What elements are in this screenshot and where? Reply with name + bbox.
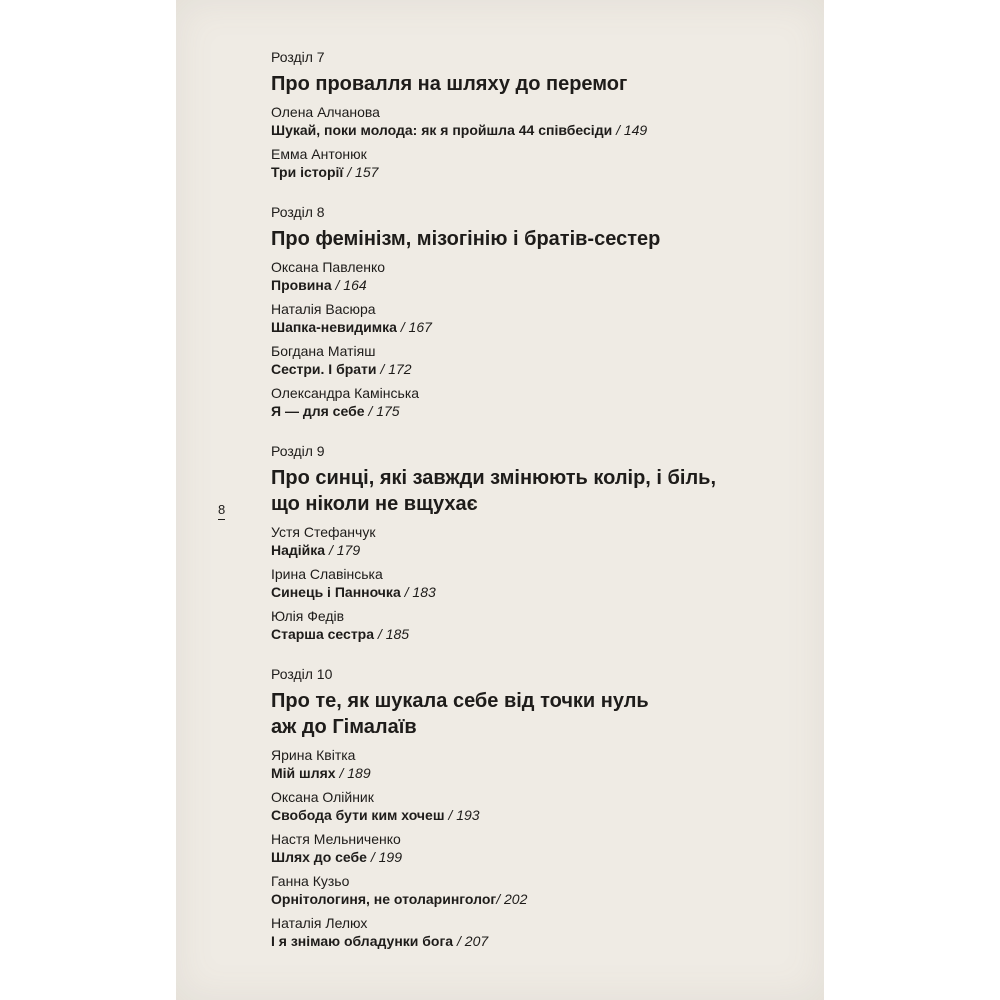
entry-work-line bbox=[271, 402, 791, 420]
entry-author: Наталія Васюра bbox=[271, 301, 376, 317]
entry-author: Устя Стефанчук bbox=[271, 524, 376, 540]
entry-title: Старша сестра bbox=[271, 626, 375, 642]
entry-title: Синець і Панночка bbox=[271, 584, 401, 600]
entry-title: І я знімаю обладунки бога bbox=[271, 933, 454, 949]
entry-author: Ірина Славінська bbox=[271, 566, 383, 582]
toc-entry bbox=[271, 830, 791, 866]
section-title-line: Про провалля на шляху до перемог bbox=[271, 73, 628, 95]
entry-author: Олександра Камінська bbox=[271, 385, 420, 401]
section-title bbox=[271, 226, 791, 252]
entry-page-number: 164 bbox=[343, 277, 367, 293]
entry-author: Богдана Матіяш bbox=[271, 343, 376, 359]
entry-page-number: 183 bbox=[412, 584, 436, 600]
entry-work-line bbox=[271, 360, 791, 378]
entry-separator: / bbox=[376, 361, 389, 377]
entry-page-number: 202 bbox=[504, 891, 528, 907]
entry-work-line bbox=[271, 121, 791, 139]
table-of-contents bbox=[271, 48, 791, 972]
toc-entry bbox=[271, 788, 791, 824]
toc-section bbox=[271, 665, 791, 950]
entry-page-number: 167 bbox=[408, 319, 432, 335]
section-title-line: аж до Гімалаїв bbox=[271, 716, 417, 738]
entry-author: Настя Мельниченко bbox=[271, 831, 401, 847]
entry-title: Орнітологиня, не отоларинголог bbox=[271, 891, 497, 907]
section-title-line: Про те, як шукала себе від точки нуль bbox=[271, 690, 649, 712]
entry-separator: / bbox=[374, 626, 386, 642]
entry-author: Олена Алчанова bbox=[271, 104, 380, 120]
entry-work-line bbox=[271, 583, 791, 601]
entry-title: Свобода бути ким хочеш bbox=[271, 807, 445, 823]
section-title-line: Про синці, які завжди змінюють колір, і біль, bbox=[271, 467, 716, 489]
entry-work-line bbox=[271, 318, 791, 336]
entry-work-line bbox=[271, 932, 791, 950]
entry-separator: / bbox=[331, 277, 344, 293]
section-label: Розділ 8 bbox=[271, 204, 325, 220]
toc-section bbox=[271, 203, 791, 420]
section-title bbox=[271, 688, 791, 740]
entry-page-number: 157 bbox=[355, 164, 379, 180]
entry-separator: / bbox=[364, 403, 377, 419]
entry-page-number: 149 bbox=[623, 122, 648, 138]
entry-page-number: 193 bbox=[456, 807, 480, 823]
toc-section bbox=[271, 442, 791, 643]
toc-entry bbox=[271, 103, 791, 139]
entry-page-number: 199 bbox=[378, 849, 402, 865]
entry-separator: / bbox=[453, 933, 465, 949]
section-title bbox=[271, 71, 791, 97]
entry-title: Я — для себе bbox=[271, 403, 365, 419]
toc-entry bbox=[271, 258, 791, 294]
entry-title: Шлях до себе bbox=[271, 849, 367, 865]
entry-work-line bbox=[271, 764, 791, 782]
entry-work-line bbox=[271, 890, 791, 908]
entry-separator: / bbox=[400, 584, 413, 600]
entry-author: Ганна Кузьо bbox=[271, 873, 350, 889]
toc-entry bbox=[271, 914, 791, 950]
entry-author: Юлія Федів bbox=[271, 608, 345, 624]
entry-title: Шукай, поки молода: як я пройшла 44 співбесіди bbox=[271, 122, 613, 138]
section-title bbox=[271, 465, 791, 517]
entry-author: Наталія Лелюх bbox=[271, 915, 368, 931]
toc-entry bbox=[271, 523, 791, 559]
entry-page-number: 185 bbox=[385, 626, 410, 642]
entry-author: Ярина Квітка bbox=[271, 747, 356, 763]
entry-title: Провина bbox=[271, 277, 332, 293]
entry-separator: / bbox=[444, 807, 457, 823]
section-title-line: що ніколи не вщухає bbox=[271, 493, 478, 515]
entry-work-line bbox=[271, 625, 791, 643]
entry-title: Три історії bbox=[271, 164, 344, 180]
toc-entry bbox=[271, 746, 791, 782]
entry-separator: / bbox=[335, 765, 348, 781]
entry-author: Оксана Олійник bbox=[271, 789, 374, 805]
toc-section bbox=[271, 48, 791, 181]
entry-work-line bbox=[271, 848, 791, 866]
page-number: 8 bbox=[218, 502, 225, 520]
entry-work-line bbox=[271, 276, 791, 294]
toc-entry bbox=[271, 607, 791, 643]
toc-entry bbox=[271, 384, 791, 420]
entry-separator: / bbox=[325, 542, 337, 558]
entry-work-line bbox=[271, 541, 791, 559]
entry-separator: / bbox=[343, 164, 356, 180]
entry-title: Надійка bbox=[271, 542, 326, 558]
entry-separator: / bbox=[496, 891, 504, 907]
toc-entry bbox=[271, 565, 791, 601]
entry-separator: / bbox=[366, 849, 379, 865]
entry-page-number: 179 bbox=[336, 542, 361, 558]
entry-work-line bbox=[271, 806, 791, 824]
section-title-line: Про фемінізм, мізогінію і братів-сестер bbox=[271, 228, 661, 250]
entry-title: Шапка-невидимка bbox=[271, 319, 397, 335]
entry-separator: / bbox=[396, 319, 409, 335]
entry-author: Оксана Павленко bbox=[271, 259, 386, 275]
toc-entry bbox=[271, 342, 791, 378]
entry-title: Мій шлях bbox=[271, 765, 336, 781]
entry-page-number: 172 bbox=[388, 361, 412, 377]
toc-entry bbox=[271, 300, 791, 336]
entry-page-number: 189 bbox=[347, 765, 371, 781]
section-label: Розділ 10 bbox=[271, 666, 333, 682]
section-label: Розділ 7 bbox=[271, 49, 325, 65]
book-page bbox=[176, 0, 824, 1000]
entry-separator: / bbox=[612, 122, 624, 138]
entry-author: Емма Антонюк bbox=[271, 146, 367, 162]
entry-work-line bbox=[271, 163, 791, 181]
toc-entry bbox=[271, 872, 791, 908]
entry-page-number: 207 bbox=[464, 933, 489, 949]
section-label: Розділ 9 bbox=[271, 443, 325, 459]
toc-entry bbox=[271, 145, 791, 181]
entry-page-number: 175 bbox=[376, 403, 400, 419]
entry-title: Сестри. І брати bbox=[271, 361, 377, 377]
